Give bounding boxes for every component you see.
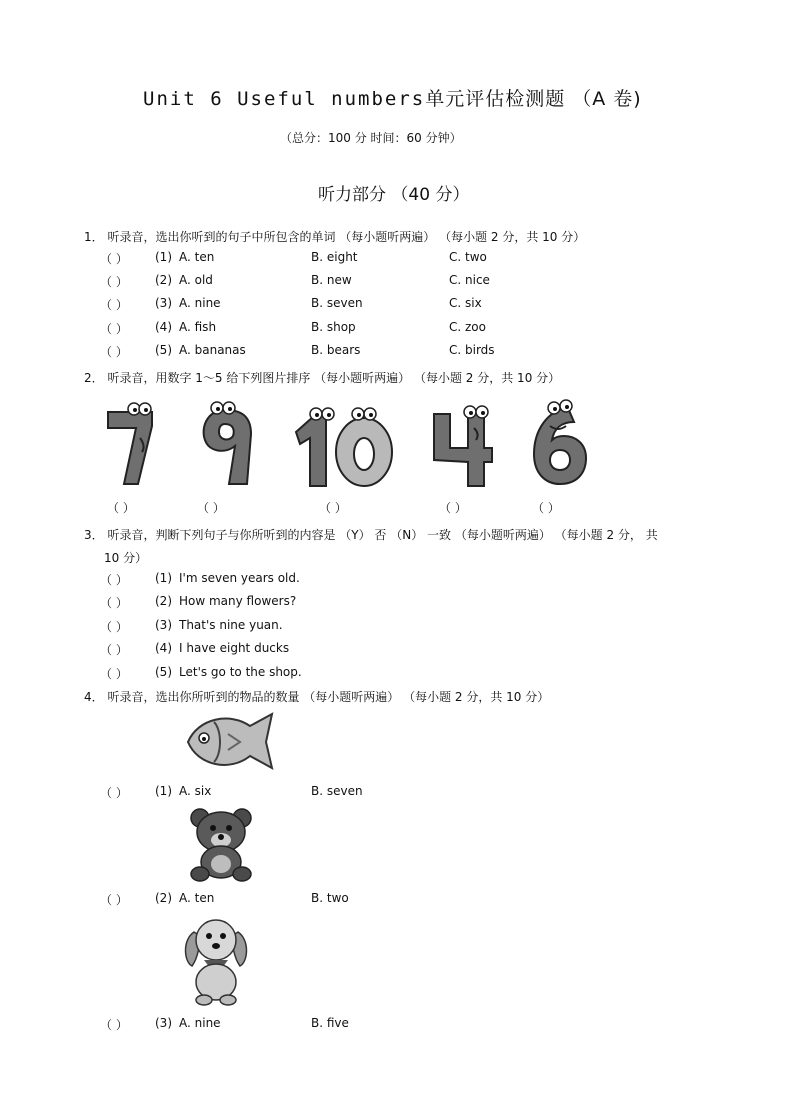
answer-blank: （ ） — [100, 275, 128, 289]
item-number: (4) — [155, 320, 172, 334]
title-english: Unit 6 Useful numbers — [143, 88, 426, 110]
item-number: (1) — [155, 784, 172, 798]
question-2-stem: 2． 听录音，用数字 1～5 给下列图片排序 （每小题听两遍） （每小题 2 分，共 10 分） — [84, 371, 561, 385]
option-c: C. six — [449, 296, 482, 310]
answer-blank: （ ） — [100, 322, 128, 336]
answer-blank: （ ） — [100, 643, 128, 657]
puppy-picture — [182, 914, 252, 1006]
answer-blank: （ ） — [100, 345, 128, 359]
option-a: A. ten — [179, 891, 215, 905]
answer-blank: （ ） — [100, 298, 128, 312]
item-number: (5) — [155, 665, 172, 679]
option-a: A. old — [179, 273, 213, 287]
picture-answer-blank: （ ） — [319, 501, 347, 515]
statement-text: I'm seven years old. — [179, 571, 300, 585]
page-title — [143, 84, 642, 111]
question-3-stem-line1: 3． 听录音，判断下列句子与你所听到的内容是 （Y） 否 （N） 一致 （每小题听两遍） （每小题 2 分， 共 — [84, 528, 658, 542]
option-b: B. eight — [311, 250, 358, 264]
answer-blank: （ ） — [100, 786, 128, 800]
option-c: C. nice — [449, 273, 490, 287]
item-number: (4) — [155, 641, 172, 655]
option-b: B. seven — [311, 784, 363, 798]
answer-blank: （ ） — [100, 573, 128, 587]
question-1-stem: 1． 听录音，选出你听到的句子中所包含的单词 （每小题听两遍） （每小题 2 分，共 10 分） — [84, 230, 586, 244]
option-a: A. bananas — [179, 343, 246, 357]
number-six-picture — [528, 396, 590, 488]
number-seven-picture — [104, 398, 156, 488]
teddy-bear-picture — [186, 806, 256, 882]
item-number: (1) — [155, 571, 172, 585]
answer-blank: （ ） — [100, 620, 128, 634]
picture-answer-blank: （ ） — [439, 501, 467, 515]
answer-blank: （ ） — [100, 893, 128, 907]
option-c: C. birds — [449, 343, 495, 357]
item-number: (2) — [155, 273, 172, 287]
statement-text: That's nine yuan. — [179, 618, 283, 632]
item-number: (3) — [155, 1016, 172, 1030]
picture-answer-blank: （ ） — [107, 501, 135, 515]
option-b: B. two — [311, 891, 349, 905]
item-number: (3) — [155, 296, 172, 310]
statement-text: Let's go to the shop. — [179, 665, 302, 679]
item-number: (5) — [155, 343, 172, 357]
option-b: B. seven — [311, 296, 363, 310]
option-c: C. zoo — [449, 320, 486, 334]
item-number: (2) — [155, 891, 172, 905]
option-a: A. ten — [179, 250, 215, 264]
picture-answer-blank: （ ） — [197, 501, 225, 515]
fish-picture — [184, 708, 278, 776]
item-number: (2) — [155, 594, 172, 608]
option-a: A. six — [179, 784, 212, 798]
option-b: B. shop — [311, 320, 356, 334]
option-b: B. new — [311, 273, 352, 287]
option-a: A. nine — [179, 1016, 221, 1030]
number-nine-picture — [195, 400, 257, 488]
statement-text: I have eight ducks — [179, 641, 290, 655]
option-b: B. five — [311, 1016, 349, 1030]
section-heading: 听力部分 （40 分） — [318, 185, 470, 205]
answer-blank: （ ） — [100, 667, 128, 681]
answer-blank: （ ） — [100, 1018, 128, 1032]
option-a: A. nine — [179, 296, 221, 310]
number-four-picture — [430, 400, 496, 488]
option-c: C. two — [449, 250, 487, 264]
statement-text: How many flowers? — [179, 594, 297, 608]
score-time-info: （总分：100 分 时间：60 分钟） — [280, 131, 462, 145]
picture-answer-blank: （ ） — [532, 501, 560, 515]
answer-blank: （ ） — [100, 252, 128, 266]
item-number: (1) — [155, 250, 172, 264]
option-b: B. bears — [311, 343, 361, 357]
option-a: A. fish — [179, 320, 217, 334]
item-number: (3) — [155, 618, 172, 632]
question-4-stem: 4． 听录音，选出你所听到的物品的数量 （每小题听两遍） （每小题 2 分，共 10 分） — [84, 690, 550, 704]
answer-blank: （ ） — [100, 596, 128, 610]
number-ten-picture — [292, 402, 398, 488]
question-3-stem-line2: 10 分） — [104, 551, 148, 565]
title-chinese: 单元评估检测题 （A 卷) — [425, 88, 642, 110]
